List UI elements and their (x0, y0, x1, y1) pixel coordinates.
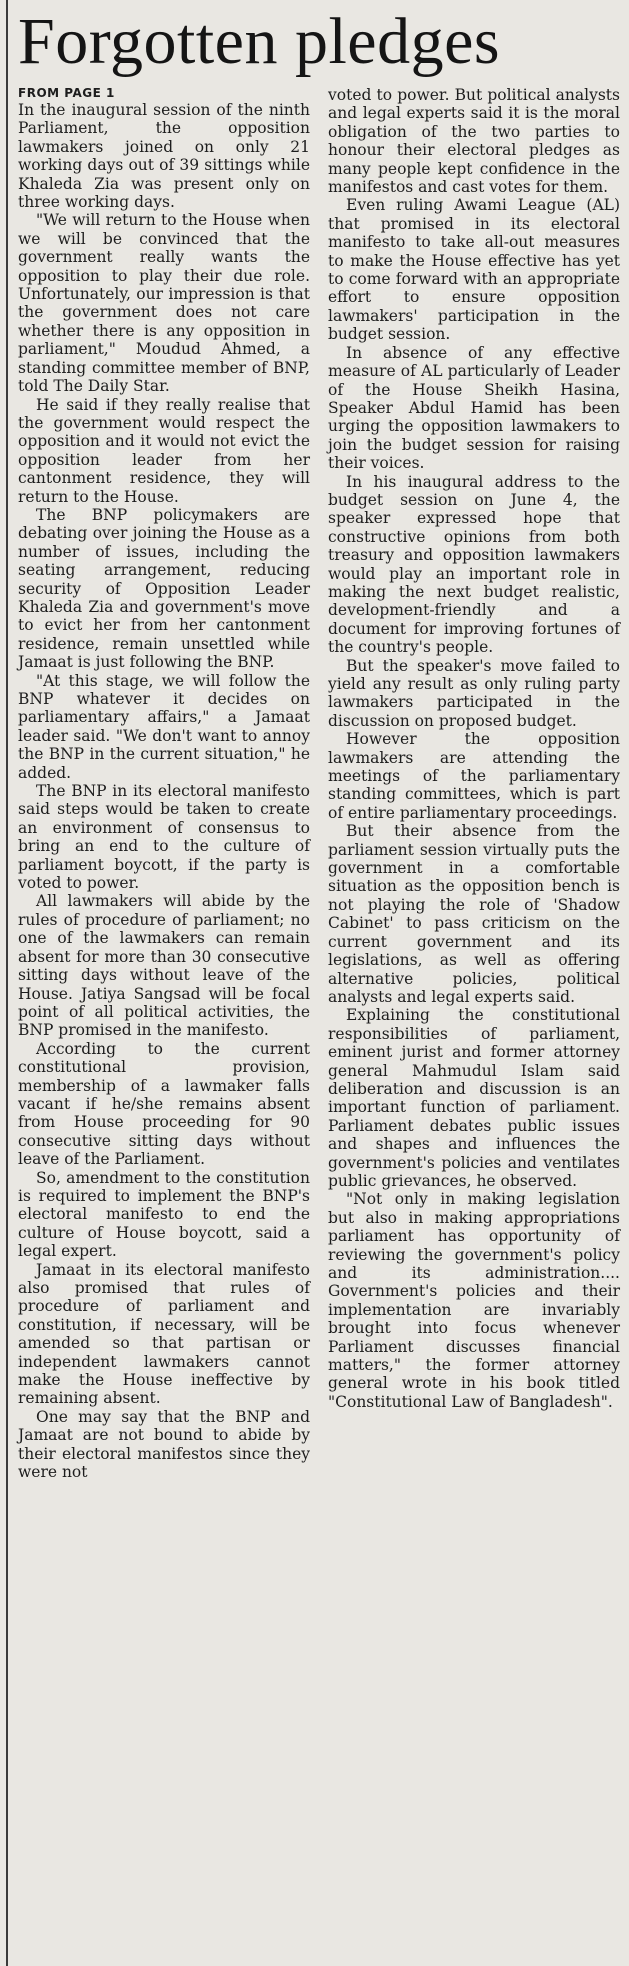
paragraph: Jamaat in its electoral manifesto also promised that rules of procedure of parliament and constitution, if necessary, will be amended so that partisan or independent lawmakers cannot make the House ineffective by remaining absent. (18, 1260, 310, 1408)
paragraph: He said if they really realise that the government would respect the opposition and it would not evict the opposition leader from her cantonment residence, they will return to the House. (18, 395, 310, 506)
paragraph: According to the current constitutional provision, membership of a lawmaker falls vacant if he/she remains absent from House proceeding for 90 consecutive sitting days without leave of the Parliament. (18, 1039, 310, 1169)
paragraph: In his inaugural address to the budget session on June 4, the speaker expressed hope that constructive opinions from both treasury and opposition lawmakers would play an important role in making the next budget realistic, development-friendly and a document for improving fortunes of the country's people. (328, 472, 620, 657)
paragraph: Explaining the constitutional responsibilities of parliament, eminent jurist and former attorney general Mahmudul Islam said deliberation and discussion is an important function of parliament. Parliament debates public issues and shapes and influences the government's policies and ventilates public grievances, he observed. (328, 1006, 620, 1190)
paragraph: The BNP in its electoral manifesto said steps would be taken to create an environment of consensus to bring an end to the culture of parliament boycott, if the party is voted to power. (18, 782, 310, 893)
column-left (18, 86, 310, 1481)
column-rule (6, 0, 8, 1966)
headline: Forgotten pledges (18, 5, 501, 78)
paragraph: In the inaugural session of the ninth Parliament, the opposition lawmakers joined on only 21 working days out of 39 sittings while Khaleda Zia was present only on three working days. (18, 101, 310, 212)
paragraph: Even ruling Awami League (AL) that promised in its electoral manifesto to take all-out measures to make the House effective has yet to come forward with an appropriate effort to ensure opposition lawmakers' participation in the budget session. (328, 196, 620, 344)
paragraph: However the opposition lawmakers are attending the meetings of the parliamentary standing committees, which is part of entire parliamentary proceedings. (328, 730, 620, 822)
paragraph: voted to power. But political analysts and legal experts said it is the moral obligation of the two parties to honour their electoral pledges as many people kept confidence in the manifestos and cast votes for them. (328, 86, 620, 197)
paragraph: "At this stage, we will follow the BNP whatever it decides on parliamentary affairs," a Jamaat leader said. "We don't want to annoy the BNP in the current situation," he added. (18, 671, 310, 782)
article-body (18, 86, 621, 1481)
paragraph: So, amendment to the constitution is required to implement the BNP's electoral manifesto to end the culture of House boycott, said a legal expert. (18, 1168, 310, 1261)
kicker: FROM PAGE 1 (18, 86, 115, 100)
paragraph: One may say that the BNP and Jamaat are not bound to abide by their electoral manifestos since they were not (18, 1407, 310, 1482)
column-right (328, 86, 620, 1481)
paragraph: But the speaker's move failed to yield any result as only ruling party lawmakers participated in the discussion on proposed budget. (328, 656, 620, 730)
paragraph: But their absence from the parliament session virtually puts the government in a comfortable situation as the opposition bench is not playing the role of 'Shadow Cabinet' to pass criticism on the current government and its legislations, as well as offering alternative policies, political analysts and legal experts said. (328, 822, 620, 1006)
paragraph: In absence of any effective measure of AL particularly of Leader of the House Sheikh Hasina, Speaker Abdul Hamid has been urging the opposition lawmakers to join the budget session for raising their voices. (328, 343, 620, 473)
paragraph: All lawmakers will abide by the rules of procedure of parliament; no one of the lawmakers can remain absent for more than 30 consecutive sitting days without leave of the House. Jatiya Sangsad will be focal point of all political activities, the BNP promised in the manifesto. (18, 892, 310, 1040)
paragraph: "Not only in making legislation but also in making appropriations parliament has opportunity of reviewing the government's policy and its administration.... Government's policies and their implementation are invariably brought into focus whenever Parliament discusses financial matters," the former attorney general wrote in his book titled "Constitutional Law of Bangladesh". (328, 1190, 620, 1411)
paragraph: The BNP policymakers are debating over joining the House as a number of issues, including the seating arrangement, reducing security of Opposition Leader Khaleda Zia and government's move to evict her from her cantonment residence, remain unsettled while Jamaat is just following the BNP. (18, 505, 310, 672)
paragraph: "We will return to the House when we will be convinced that the government really wants the opposition to play their due role. Unfortunately, our impression is that the government does not care whether there is any opposition in parliament," Moudud Ahmed, a standing committee member of BNP, told The Daily Star. (18, 211, 310, 396)
